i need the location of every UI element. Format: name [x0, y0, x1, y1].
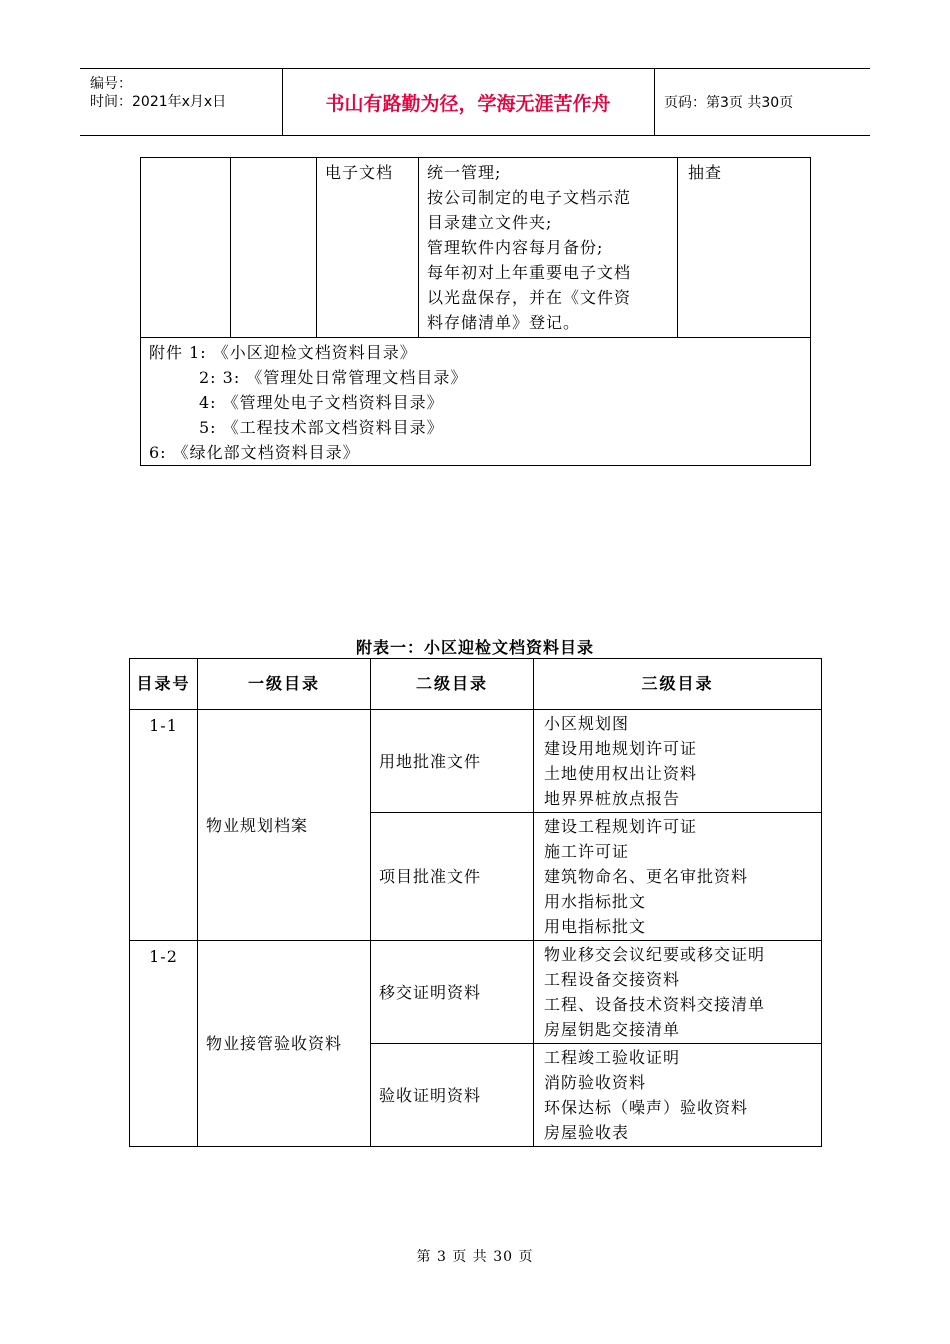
- attachment-line: 5: 《工程技术部文档资料目录》: [199, 418, 444, 437]
- table-row: [141, 158, 811, 338]
- attachment-line: 4: 《管理处电子文档资料目录》: [199, 393, 444, 412]
- table-header-row: [130, 659, 822, 710]
- attachment-line: 附件 1: 《小区迎检文档资料目录》: [149, 343, 417, 362]
- empty-cell: [141, 158, 231, 338]
- requirement-line: 每年初对上年重要电子文档: [427, 263, 632, 282]
- level2-cell: 用地批准文件: [371, 710, 534, 813]
- list-item: 物业移交会议纪要或移交证明: [544, 945, 766, 964]
- list-item: 施工许可证: [544, 842, 630, 861]
- table-row: [141, 338, 811, 466]
- header-meta: [80, 69, 283, 135]
- header-page-info: 页码：第3页 共30页: [664, 95, 794, 111]
- number-label: 编号：: [90, 76, 132, 92]
- catalog-number: 1-2: [130, 941, 198, 1147]
- list-item: 用水指标批文: [544, 892, 647, 911]
- table-row: [130, 710, 822, 813]
- list-item: 房屋验收表: [544, 1123, 630, 1142]
- table-row: [130, 941, 822, 1044]
- list-item: 小区规划图: [544, 714, 630, 733]
- level3-cell: [534, 941, 822, 1044]
- requirement-line: 管理软件内容每月备份;: [427, 238, 604, 257]
- list-item: 用电指标批文: [544, 917, 647, 936]
- header-cell: 二级目录: [371, 659, 534, 710]
- level2-cell: 验收证明资料: [371, 1044, 534, 1147]
- list-item: 地界界桩放点报告: [544, 789, 681, 808]
- requirement-line: 料存储清单》登记。: [427, 313, 581, 332]
- level1-cell: 物业规划档案: [198, 710, 371, 941]
- level2-cell: 移交证明资料: [371, 941, 534, 1044]
- requirement-line: 统一管理;: [427, 163, 502, 182]
- header-cell: 三级目录: [534, 659, 822, 710]
- list-item: 环保达标（噪声）验收资料: [544, 1098, 749, 1117]
- attachment-line: 2: 3: 《管理处日常管理文档目录》: [199, 368, 468, 387]
- check-method-cell: 抽查: [678, 158, 811, 338]
- archive-catalog-table: [129, 658, 822, 1147]
- list-item: 工程设备交接资料: [544, 970, 681, 989]
- header-motto: 书山有路勤为径，学海无涯苦作舟: [282, 69, 655, 135]
- list-item: 工程竣工验收证明: [544, 1048, 681, 1067]
- list-item: 工程、设备技术资料交接清单: [544, 995, 766, 1014]
- attachments-cell: [141, 338, 811, 466]
- list-item: 建筑物命名、更名审批资料: [544, 867, 749, 886]
- catalog-number: 1-1: [130, 710, 198, 941]
- requirements-cell: [419, 158, 678, 338]
- empty-cell: [231, 158, 317, 338]
- requirement-line: 按公司制定的电子文档示范: [427, 188, 632, 207]
- page-header: [80, 68, 870, 136]
- date-line: 时间：2021年x月x日: [90, 94, 227, 110]
- list-item: 建设工程规划许可证: [544, 817, 698, 836]
- level3-cell: [534, 813, 822, 941]
- list-item: 土地使用权出让资料: [544, 764, 698, 783]
- list-item: 建设用地规划许可证: [544, 739, 698, 758]
- requirement-line: 目录建立文件夹;: [427, 213, 553, 232]
- list-item: 消防验收资料: [544, 1073, 647, 1092]
- requirement-line: 以光盘保存，并在《文件资: [427, 288, 632, 307]
- appendix-title: 附表一：小区迎检文档资料目录: [355, 638, 594, 657]
- list-item: 房屋钥匙交接清单: [544, 1020, 681, 1039]
- header-cell: 一级目录: [198, 659, 371, 710]
- level3-cell: [534, 710, 822, 813]
- level3-cell: [534, 1044, 822, 1147]
- level1-cell: 物业接管验收资料: [198, 941, 371, 1147]
- electronic-doc-table: [140, 157, 811, 466]
- attachment-line: 6: 《绿化部文档资料目录》: [149, 443, 360, 462]
- page-footer: 第 3 页 共 30 页: [416, 1249, 534, 1265]
- level2-cell: 项目批准文件: [371, 813, 534, 941]
- header-cell: 目录号: [130, 659, 198, 710]
- doc-type-cell: 电子文档: [317, 158, 419, 338]
